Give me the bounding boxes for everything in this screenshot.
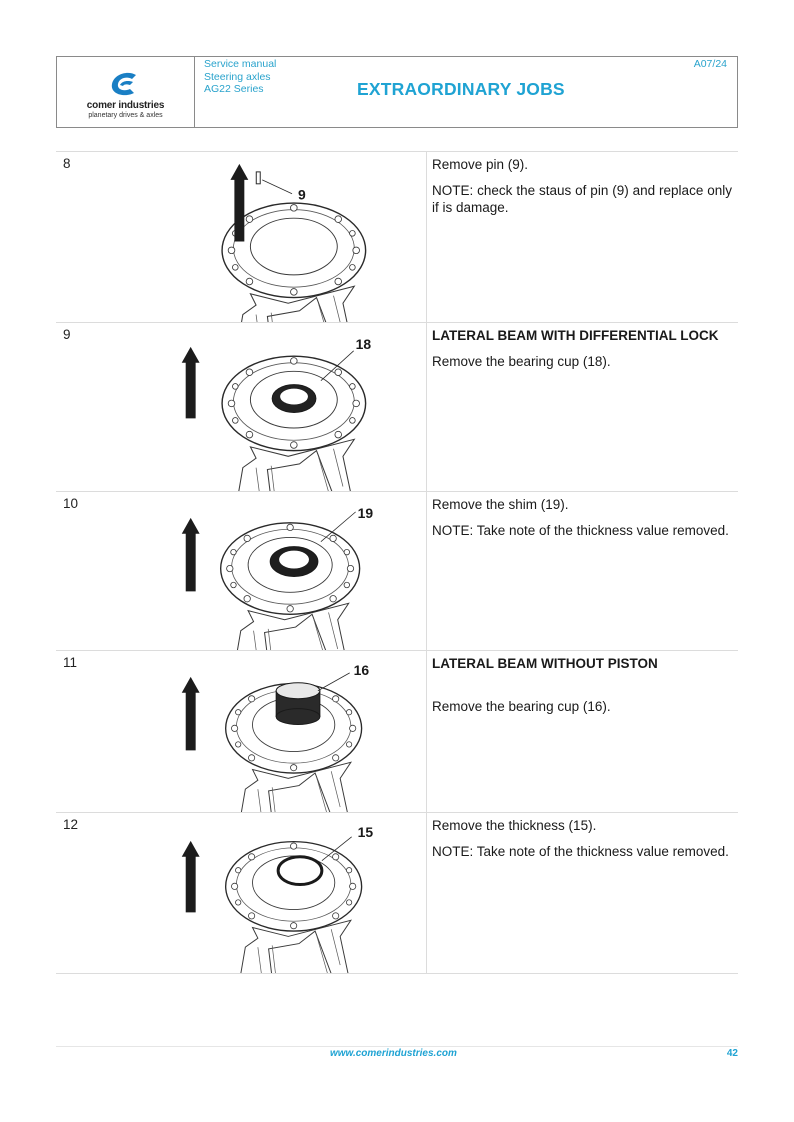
step-illustration <box>176 323 426 491</box>
step-instructions <box>432 327 732 379</box>
section-heading: LATERAL BEAM WITHOUT PISTON <box>432 656 658 671</box>
procedure-step <box>56 492 738 651</box>
step-instructions <box>432 655 732 724</box>
callout-label: 15 <box>357 823 374 840</box>
column-divider <box>426 492 427 650</box>
step-number: 11 <box>63 655 78 670</box>
instruction-text: Remove the bearing cup (18). <box>432 354 611 369</box>
revision-code: A07/24 <box>693 58 727 70</box>
step-number: 9 <box>63 327 71 342</box>
callout-label: 9 <box>298 186 306 203</box>
step-instructions <box>432 496 732 548</box>
procedure-step <box>56 651 738 813</box>
page-title: EXTRAORDINARY JOBS <box>357 79 565 99</box>
step-illustration <box>176 152 426 322</box>
removal-arrow-icon <box>182 518 200 592</box>
procedure-step <box>56 152 738 323</box>
logo-name: comer industries <box>86 100 165 111</box>
doc-info-line: Service manual <box>204 58 277 70</box>
doc-info-line: Steering axles <box>204 70 271 83</box>
removal-arrow-icon <box>182 347 200 419</box>
column-divider <box>426 813 427 973</box>
comer-logo-icon <box>106 69 146 99</box>
doc-info-line: AG22 Series <box>204 83 264 95</box>
footer-divider <box>56 1046 738 1047</box>
column-divider <box>426 152 427 322</box>
callout-label: 16 <box>353 661 370 678</box>
step-instructions <box>432 817 732 869</box>
procedure-step <box>56 323 738 492</box>
footer-website-link[interactable]: www.comerindustries.com <box>330 1048 457 1059</box>
note-text: NOTE: Take note of the thickness value removed. <box>432 523 729 538</box>
removal-arrow-icon <box>182 841 200 913</box>
logo-tagline: planetary drives & axles <box>88 112 163 119</box>
step-illustration <box>176 651 426 812</box>
procedure-steps <box>56 151 738 974</box>
company-logo <box>57 57 195 127</box>
instruction-text: Remove the thickness (15). <box>432 818 597 833</box>
step-number: 12 <box>63 817 79 832</box>
column-divider <box>426 651 427 812</box>
callout-label: 19 <box>357 504 374 521</box>
step-number: 10 <box>63 496 79 511</box>
note-text: NOTE: Take note of the thickness value removed. <box>432 844 729 859</box>
step-illustration <box>176 492 426 650</box>
step-instructions <box>432 156 732 225</box>
removal-arrow-icon <box>182 677 200 751</box>
instruction-text: Remove pin (9). <box>432 157 529 172</box>
step-illustration <box>176 813 426 973</box>
section-heading: LATERAL BEAM WITH DIFFERENTIAL LOCK <box>432 328 719 343</box>
step-number: 8 <box>63 156 71 171</box>
procedure-step <box>56 813 738 974</box>
callout-label: 18 <box>355 335 372 352</box>
column-divider <box>426 323 427 491</box>
note-text: NOTE: check the staus of pin (9) and replace only if is damage. <box>432 183 732 215</box>
instruction-text: Remove the bearing cup (16). <box>432 699 611 714</box>
page-header <box>56 56 738 128</box>
instruction-text: Remove the shim (19). <box>432 497 569 512</box>
document-info <box>204 58 276 96</box>
page-number: 42 <box>726 1048 738 1059</box>
